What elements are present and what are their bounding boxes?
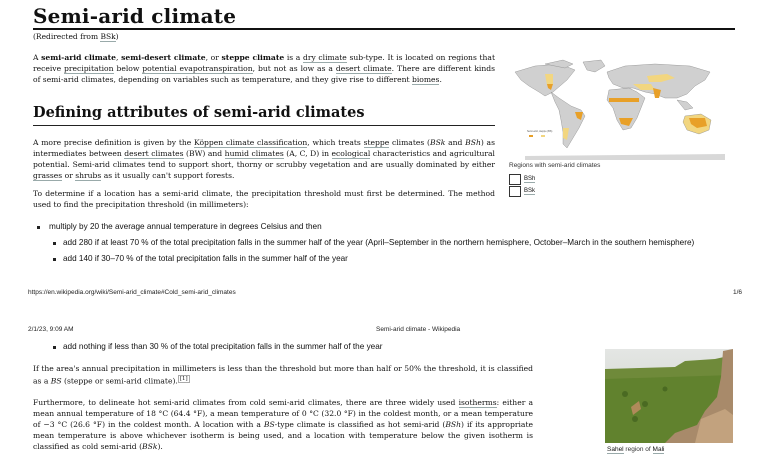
text: A more precise definition is given by the bbox=[33, 138, 195, 147]
text: If the area's annual precipitation in millimeters is less than the threshold but more than half or 50% the threshold, it is classified as a bbox=[33, 364, 533, 386]
text: ). bbox=[157, 442, 163, 451]
text: . There are different kinds of semi-arid climates, depending on variables such as temperature, and they give rise to different bbox=[33, 64, 495, 84]
print-header-datetime: 2/1/23, 9:09 AM bbox=[28, 326, 74, 333]
list-item: add 280 if at least 70 % of the total precipitation falls in the summer half of the year (April–September in the northern hemisphere, October–March in the southern hemisphere) bbox=[33, 237, 733, 248]
intro-paragraph bbox=[33, 52, 495, 85]
link-grasses[interactable]: grasses bbox=[33, 171, 63, 180]
hot-cold-paragraph bbox=[33, 397, 533, 452]
bold-term: semi-arid climate bbox=[41, 53, 117, 62]
link-isotherms[interactable]: isotherms bbox=[458, 398, 497, 407]
text: ) as intermediates between bbox=[33, 138, 495, 158]
section-heading: Defining attributes of semi-arid climates bbox=[33, 104, 365, 121]
bold-term: steppe climate bbox=[221, 53, 285, 62]
text: (BW) and bbox=[183, 149, 225, 158]
print-header-title: Semi-arid climate - Wikipedia bbox=[376, 326, 461, 333]
link-steppe[interactable]: steppe bbox=[363, 138, 390, 147]
link-precipitation[interactable]: precipitation bbox=[64, 64, 114, 73]
legend-link[interactable]: BSk bbox=[524, 188, 536, 194]
print-footer-url: https://en.wikipedia.org/wiki/Semi-arid_climate#Cold_semi-arid_climates bbox=[28, 289, 236, 296]
list-item: multiply by 20 the average annual temperature in degrees Celsius and then bbox=[33, 221, 733, 232]
section-divider bbox=[33, 125, 495, 126]
link-dry-climate[interactable]: dry climate bbox=[302, 53, 347, 62]
print-page-number: 1/6 bbox=[733, 289, 743, 296]
text: (steppe or semi-arid climate). bbox=[61, 376, 178, 386]
page-title: Semi-arid climate bbox=[33, 4, 237, 28]
text: , bbox=[116, 53, 122, 62]
text: , or bbox=[205, 53, 222, 62]
link-ecological[interactable]: ecological bbox=[331, 149, 371, 158]
text: or bbox=[62, 171, 76, 180]
link-koppen-classification[interactable]: Köppen climate classification bbox=[194, 138, 308, 147]
text: : either a mean annual temperature of 18 °C (64.4 °F), a mean temperature of 0 °C (32.0 °F) in the coldest month, or a mean temperature of −3 °C (26.6 °F) in the coldest month. A location with a bbox=[33, 398, 534, 429]
classification-paragraph bbox=[33, 363, 533, 387]
title-divider bbox=[33, 28, 735, 30]
map-caption: Regions with semi-arid climates bbox=[509, 162, 601, 169]
svg-text:Semi-arid, steppe (BS): Semi-arid, steppe (BS) bbox=[527, 130, 553, 133]
redirect-note bbox=[33, 32, 119, 41]
legend-link[interactable]: BSh bbox=[524, 176, 536, 182]
link-biomes[interactable]: biomes bbox=[412, 75, 440, 84]
text: characteristics and agricultural potential. Semi-arid climates tend to support short, thorny or scrubby vegetation and are usually dominated by either bbox=[33, 149, 495, 169]
world-map-icon bbox=[505, 58, 737, 161]
text: below bbox=[113, 64, 143, 73]
link-shrubs[interactable]: shrubs bbox=[75, 171, 102, 180]
link-desert-climate[interactable]: desert climate bbox=[335, 64, 392, 73]
legend-swatch bbox=[509, 186, 521, 197]
landscape-photo-icon bbox=[605, 349, 733, 443]
italic-code: BSk bbox=[142, 442, 158, 451]
text: sub-type. It is located on regions that receive bbox=[33, 53, 496, 73]
text: ) if its appropriate mean temperature is above whichever isotherm is being used, and a location with temperature below the given isotherm is classified as cold semi-arid ( bbox=[33, 420, 534, 451]
text: . bbox=[439, 75, 442, 84]
text: (A, C, D) in bbox=[283, 149, 332, 158]
text: , but not as low as a bbox=[252, 64, 336, 73]
threshold-intro: To determine if a location has a semi-arid climate, the precipitation threshold must first be determined. The method used to find the precipitation threshold (in millimeters): bbox=[33, 189, 495, 209]
threshold-steps-list bbox=[33, 221, 733, 264]
link-mali[interactable]: Mali bbox=[652, 446, 665, 453]
legend-item-bsk bbox=[509, 186, 535, 197]
legend-swatch bbox=[509, 174, 521, 185]
sahel-photo[interactable] bbox=[605, 349, 733, 443]
italic-code: BS bbox=[50, 376, 62, 386]
redirect-suffix: ) bbox=[115, 32, 119, 41]
link-humid-climates[interactable]: humid climates bbox=[224, 149, 284, 158]
link-sahel[interactable]: Sahel bbox=[607, 446, 624, 453]
text: climates ( bbox=[389, 138, 430, 147]
redirect-link[interactable]: BSk bbox=[100, 32, 116, 41]
photo-caption bbox=[607, 446, 664, 453]
text: is a bbox=[284, 53, 303, 62]
text: , which treats bbox=[307, 138, 364, 147]
link-desert-climates[interactable]: desert climates bbox=[124, 149, 184, 158]
text: and bbox=[445, 138, 466, 147]
list-item: add nothing if less than 30 % of the total precipitation falls in the summer half of the year bbox=[33, 341, 733, 352]
list-item: add 140 if 30–70 % of the total precipitation falls in the summer half of the year bbox=[33, 253, 733, 264]
italic-code: BS bbox=[263, 420, 275, 429]
text: A bbox=[33, 53, 42, 62]
redirect-prefix: (Redirected from bbox=[33, 32, 101, 41]
definition-paragraph bbox=[33, 137, 495, 181]
text: region of bbox=[623, 446, 653, 453]
world-map-image[interactable] bbox=[505, 58, 737, 161]
text: as it usually can't support forests. bbox=[101, 171, 235, 180]
citation-link[interactable]: [1] bbox=[179, 376, 188, 382]
italic-code: BSk bbox=[429, 138, 446, 147]
link-potential-evapotranspiration[interactable]: potential evapotranspiration bbox=[142, 64, 253, 73]
bold-term: semi-desert climate bbox=[121, 53, 206, 62]
italic-code: BSh bbox=[445, 420, 462, 429]
text: -type climate is classified as hot semi-arid ( bbox=[274, 420, 446, 429]
legend-item-bsh bbox=[509, 174, 535, 185]
text: Furthermore, to delineate hot semi-arid climates from cold semi-arid climates, there are three widely used bbox=[33, 398, 459, 407]
italic-code: BSh bbox=[465, 138, 481, 147]
